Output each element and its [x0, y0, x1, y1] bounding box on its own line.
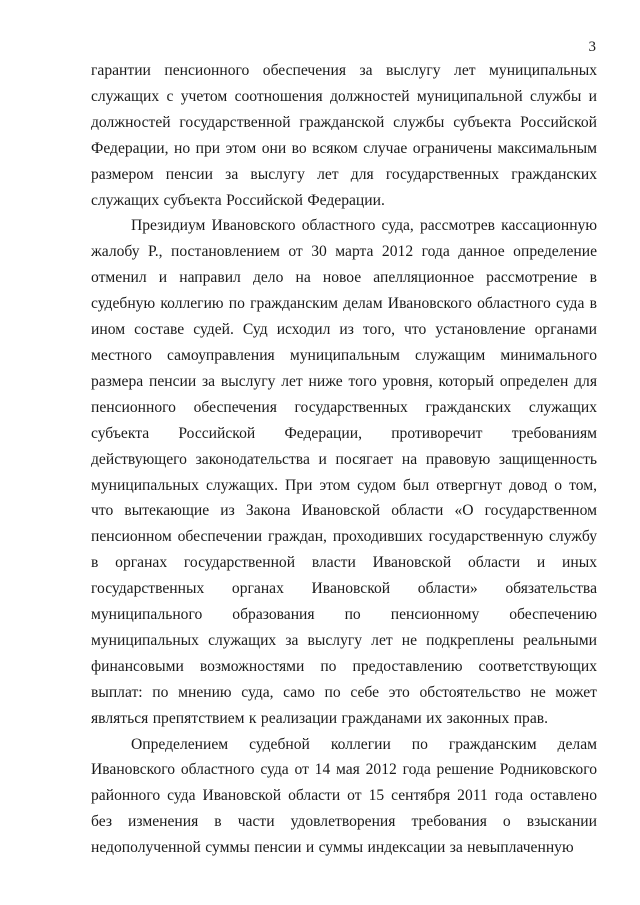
document-body [91, 58, 597, 861]
paragraph-continuation: гарантии пенсионного обеспечения за выслугу лет муниципальных служащих с учетом соотношения должностей муниципальной службы и должностей государственной гражданской службы субъекта Российской Федерации, но при этом они во всяком случае ограничены максимальным размером пенсии за выслугу лет для государственных гражданских служащих субъекта Российской Федерации. [91, 62, 597, 209]
paragraph-presidium-ruling: Президиум Ивановского областного суда, рассмотрев кассационную жалобу Р., постановлением от 30 марта 2012 года данное определение отменил и направил дело на новое апелляционное рассмотрение в судебную коллегию по гражданским делам Ивановского областного суда в ином составе судей. Суд исходил из того, что установление органами местного самоуправления муниципальным служащим минимального размера пенсии за выслугу лет ниже того уровня, который определен для пенсионного обеспечения государственных гражданских служащих субъекта Российской Федерации, противоречит требованиям действующего законодательства и посягает на правовую защищенность муниципальных служащих. При этом судом был отвергнут довод о том, что вытекающие из Закона Ивановской области «О государственном пенсионном обеспечении граждан, проходивших государственную службу в органах государственной власти Ивановской области и иных государственных органах Ивановской области» обязательства муниципального образования по пенсионному обеспечению муниципальных служащих за выслугу лет не подкреплены реальными финансовыми возможностями по предоставлению соответствующих выплат: по мнению суда, само по себе это обстоятельство не может являться препятствием к реализации гражданами их законных прав. [91, 217, 597, 727]
paragraph-collegium-determination: Определением судебной коллегии по гражданским делам Ивановского областного суда от 14 мая 2012 года решение Родниковского районного суда Ивановской области от 15 сентября 2011 года оставлено без изменения в части удовлетворения требования о взыскании недополученной суммы пенсии и суммы индексации за невыплаченную [91, 735, 597, 857]
page-number: 3 [588, 39, 596, 55]
